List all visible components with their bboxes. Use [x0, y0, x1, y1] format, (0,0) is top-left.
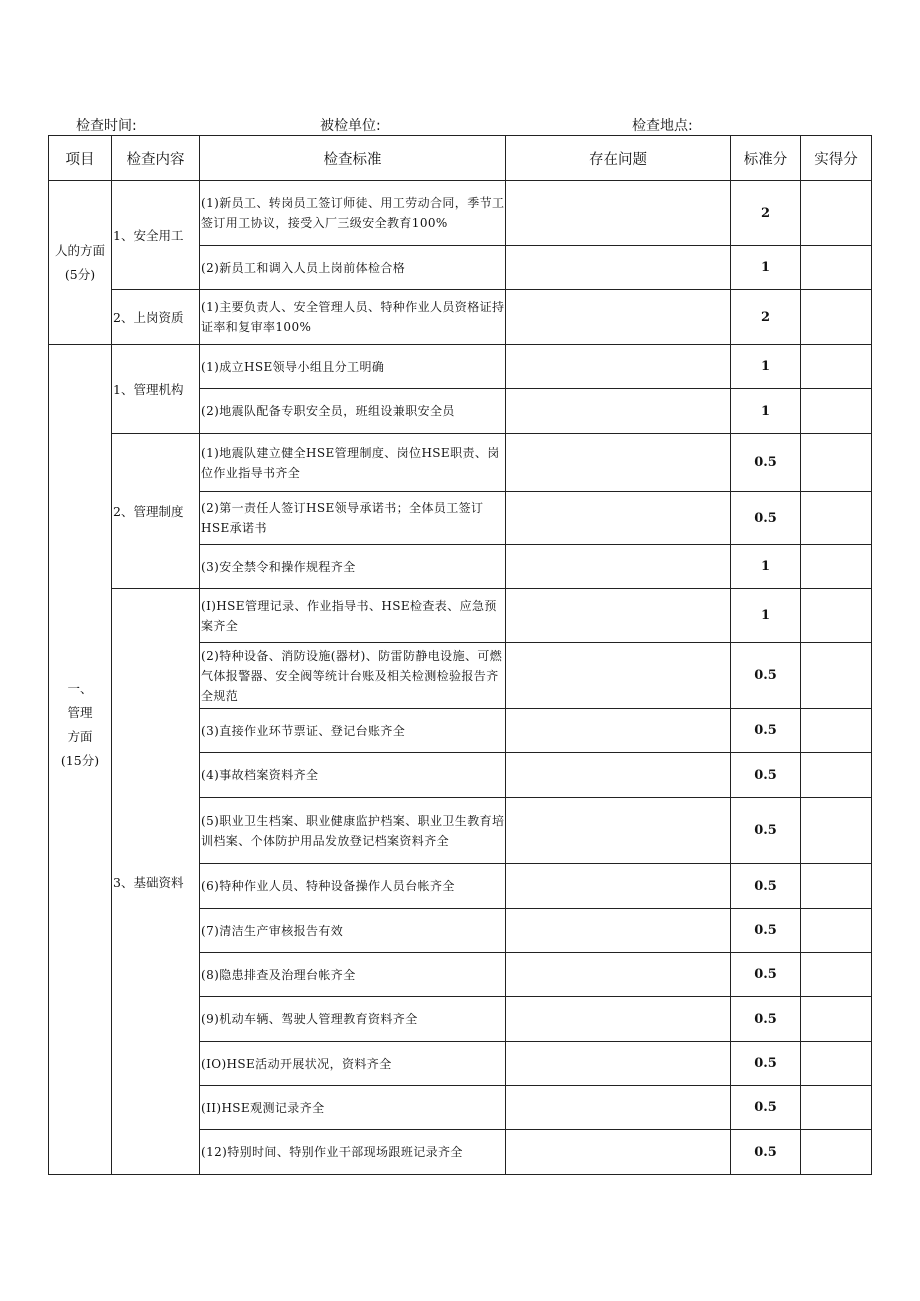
standard-score-cell: 2 [731, 290, 801, 345]
criterion-cell: (1)地震队建立健全HSE管理制度、岗位HSE职责、岗位作业指导书齐全 [200, 434, 506, 492]
content-cell: 2、管理制度 [112, 434, 200, 589]
standard-score-cell: 0.5 [731, 864, 801, 909]
actual-score-cell[interactable] [801, 753, 872, 798]
criterion-cell: (4)事故档案资料齐全 [200, 753, 506, 798]
criterion-cell: (9)机动车辆、驾驶人管理教育资料齐全 [200, 997, 506, 1042]
table-row [49, 589, 872, 643]
section-management [49, 345, 112, 1175]
standard-score-cell: 0.5 [731, 798, 801, 864]
criterion-cell: (6)特种作业人员、特种设备操作人员台帐齐全 [200, 864, 506, 909]
criterion-cell: (1)成立HSE领导小组且分工明确 [200, 345, 506, 389]
criterion-cell: (I)HSE管理记录、作业指导书、HSE检查表、应急预案齐全 [200, 589, 506, 643]
content-cell: 1、管理机构 [112, 345, 200, 434]
actual-score-cell[interactable] [801, 492, 872, 545]
actual-score-cell[interactable] [801, 181, 872, 246]
actual-score-cell[interactable] [801, 1042, 872, 1086]
standard-score-cell: 0.5 [731, 909, 801, 953]
standard-score-cell: 1 [731, 589, 801, 643]
criterion-cell: (3)安全禁令和操作规程齐全 [200, 545, 506, 589]
criterion-cell: (2)地震队配备专职安全员，班组设兼职安全员 [200, 389, 506, 434]
content-cell: 2、上岗资质 [112, 290, 200, 345]
standard-score-cell: 0.5 [731, 643, 801, 709]
section-points: (15分) [60, 752, 100, 768]
standard-score-cell: 0.5 [731, 997, 801, 1042]
issue-cell[interactable] [506, 909, 731, 953]
actual-score-cell[interactable] [801, 909, 872, 953]
standard-score-cell: 0.5 [731, 953, 801, 997]
actual-score-cell[interactable] [801, 997, 872, 1042]
section-people [49, 181, 112, 345]
actual-score-cell[interactable] [801, 798, 872, 864]
actual-score-cell[interactable] [801, 290, 872, 345]
actual-score-cell[interactable] [801, 1086, 872, 1130]
issue-cell[interactable] [506, 1130, 731, 1175]
actual-score-cell[interactable] [801, 434, 872, 492]
issue-cell[interactable] [506, 798, 731, 864]
issue-cell[interactable] [506, 545, 731, 589]
section-title: 管理 [67, 704, 93, 720]
issue-cell[interactable] [506, 246, 731, 290]
criterion-cell: (2)第一责任人签订HSE领导承诺书；全体员工签订HSE承诺书 [200, 492, 506, 545]
criterion-cell: (12)特别时间、特别作业干部现场跟班记录齐全 [200, 1130, 506, 1175]
standard-score-cell: 2 [731, 181, 801, 246]
standard-score-cell: 0.5 [731, 1130, 801, 1175]
issue-cell[interactable] [506, 643, 731, 709]
criterion-cell: (8)隐患排查及治理台帐齐全 [200, 953, 506, 997]
issue-cell[interactable] [506, 290, 731, 345]
section-points: (5分) [64, 266, 96, 282]
standard-score-cell: 0.5 [731, 1086, 801, 1130]
table-row [49, 181, 872, 246]
standard-score-cell: 0.5 [731, 434, 801, 492]
inspection-place-label: 检查地点: [632, 118, 693, 134]
inspection-time-label: 检查时间: [76, 118, 137, 134]
issue-cell[interactable] [506, 1086, 731, 1130]
col-standard: 检查标准 [200, 136, 506, 181]
criterion-cell: (2)特种设备、消防设施(器材)、防雷防静电设施、可燃气体报警器、安全阀等统计台账及相关检测检验报告齐全规范 [200, 643, 506, 709]
actual-score-cell[interactable] [801, 345, 872, 389]
standard-score-cell: 1 [731, 246, 801, 290]
col-actual-score: 实得分 [801, 136, 872, 181]
issue-cell[interactable] [506, 434, 731, 492]
issue-cell[interactable] [506, 709, 731, 753]
issue-cell[interactable] [506, 997, 731, 1042]
standard-score-cell: 1 [731, 389, 801, 434]
section-title-2: 方面 [67, 728, 93, 744]
issue-cell[interactable] [506, 492, 731, 545]
table-row [49, 434, 872, 492]
criterion-cell: (IO)HSE活动开展状况，资料齐全 [200, 1042, 506, 1086]
inspected-unit-label: 被检单位: [320, 118, 381, 134]
criterion-cell: (II)HSE观测记录齐全 [200, 1086, 506, 1130]
actual-score-cell[interactable] [801, 246, 872, 290]
table-row [49, 290, 872, 345]
actual-score-cell[interactable] [801, 709, 872, 753]
standard-score-cell: 0.5 [731, 1042, 801, 1086]
issue-cell[interactable] [506, 864, 731, 909]
content-cell: 3、基础资料 [112, 589, 200, 1175]
standard-score-cell: 0.5 [731, 753, 801, 798]
section-number: 一、 [67, 680, 93, 696]
section-title: 人的方面 [54, 242, 105, 258]
col-content: 检查内容 [112, 136, 200, 181]
issue-cell[interactable] [506, 181, 731, 246]
inspection-table [48, 135, 872, 1175]
col-issues: 存在问题 [506, 136, 731, 181]
standard-score-cell: 1 [731, 545, 801, 589]
criterion-cell: (1)新员工、转岗员工签订师徒、用工劳动合同，季节工签订用工协议，接受入厂三级安全教育100% [200, 181, 506, 246]
content-cell: 1、安全用工 [112, 181, 200, 290]
actual-score-cell[interactable] [801, 864, 872, 909]
standard-score-cell: 0.5 [731, 492, 801, 545]
actual-score-cell[interactable] [801, 1130, 872, 1175]
actual-score-cell[interactable] [801, 545, 872, 589]
standard-score-cell: 1 [731, 345, 801, 389]
issue-cell[interactable] [506, 953, 731, 997]
criterion-cell: (7)清洁生产审核报告有效 [200, 909, 506, 953]
criterion-cell: (5)职业卫生档案、职业健康监护档案、职业卫生教育培训档案、个体防护用品发放登记档案资料齐全 [200, 798, 506, 864]
issue-cell[interactable] [506, 753, 731, 798]
issue-cell[interactable] [506, 389, 731, 434]
issue-cell[interactable] [506, 589, 731, 643]
col-project: 项目 [49, 136, 112, 181]
header-row [49, 136, 872, 181]
issue-cell[interactable] [506, 1042, 731, 1086]
criterion-cell: (3)直接作业环节票证、登记台账齐全 [200, 709, 506, 753]
col-standard-score: 标准分 [731, 136, 801, 181]
table-row [49, 345, 872, 389]
actual-score-cell[interactable] [801, 589, 872, 643]
criterion-cell: (2)新员工和调入人员上岗前体检合格 [200, 246, 506, 290]
issue-cell[interactable] [506, 345, 731, 389]
actual-score-cell[interactable] [801, 389, 872, 434]
actual-score-cell[interactable] [801, 643, 872, 709]
actual-score-cell[interactable] [801, 953, 872, 997]
criterion-cell: (1)主要负责人、安全管理人员、特种作业人员资格证持证率和复审率100% [200, 290, 506, 345]
standard-score-cell: 0.5 [731, 709, 801, 753]
